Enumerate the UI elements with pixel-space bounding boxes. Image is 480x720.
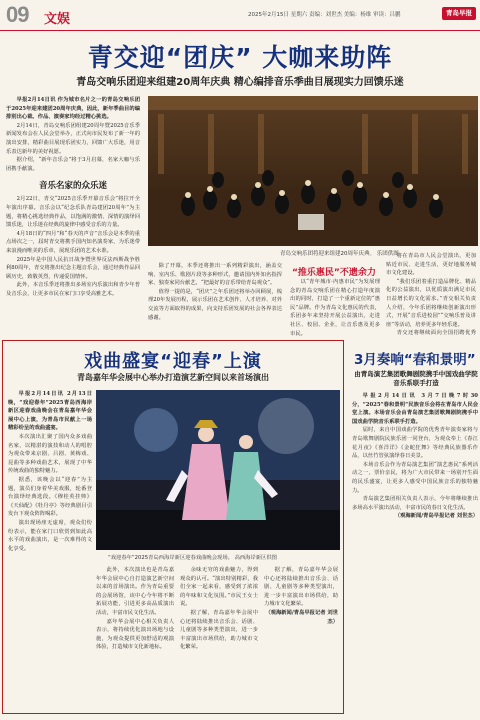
photo-caption: “戏迎春年”2025青岛西海岸新区迎春戏曲晚会现场。 高西海岸新区供图	[108, 555, 277, 561]
feature-column-1	[8, 390, 92, 708]
paragraph: 此外，本音乐季还将推出多场室内乐演出和青少年普及音乐会，让更多市民在家门口享受高雅艺术。	[6, 282, 140, 297]
paragraph: 据介绍，“新年音乐会”将于3月启幕，名家大咖与乐团携手献演。	[6, 157, 140, 172]
orchestra-photo	[148, 96, 478, 246]
side-story-headline: 3月奏响“春和景明”	[354, 352, 476, 368]
paragraph: 除了开幕，本季还将推出一系列精彩演出，涵盖交响、室内乐、歌剧片段等多种形式，邀请国内外知名指挥家、独奏家同台献艺，“把最好的音乐带给青岛观众”。	[148, 263, 282, 287]
paragraph: 2月14日，青岛交响乐团组建20周年暨2025音乐季新闻发布会在人民会堂举办，正式向市民发布了新一年的演出安排，精彩曲目展现乐团实力，回馈广大乐迷，用音乐表达新年的美好祝愿。	[6, 122, 140, 155]
top-story-column-1	[6, 96, 140, 336]
paragraph: 此外，本次演出也是青岛嘉年华会展中心自打造演艺新空间以来的首场演出。作为青岛重要的会展场馆，该中心今年将不断拓展功能，引进更多高品质演出活动，丰富市民文化生活。	[96, 567, 174, 616]
opera-performance-photo	[96, 390, 340, 550]
feature-subhead: 青岛嘉年华会展中心举办打造演艺新空间以来首场演出	[77, 373, 269, 382]
paragraph: 据悉，该晚会以“迎春”为主题，演员们身着华美戏服，轮番登台演绎经典选段。《穆桂英挂帅》《天仙配》《牡丹亭》等经典剧目引发台下观众阵阵喝彩。	[8, 476, 92, 518]
paragraph: 青岛演艺集团相关负责人表示，今年将继续推出多场高水平演出活动，丰富市民的春日文化生活。	[352, 496, 478, 511]
paragraph: 本次演出汇聚了国内众多戏曲名家，以精湛的演技和动人的唱腔为观众带来京剧、吕剧、黄梅戏、昆曲等多种戏曲艺术，展现了中华传统戏曲的独特魅力。	[8, 433, 92, 475]
page-number: 09	[6, 2, 29, 27]
paragraph: 以“青年城市·内惠市民”为发展理念的青岛交响乐团在精心打造年度演出的同时，打造了一个重新定位的“惠民”品牌。作为青岛文化惠民的代表，乐团多年来坚持开展公益演出，走进社区、校园、企业，让音乐惠及更多市民。	[290, 279, 380, 336]
feature-column-3	[180, 566, 258, 708]
side-story-column	[352, 392, 478, 712]
newspaper-logo: 青岛早报	[442, 7, 476, 20]
feature-column-2	[96, 566, 174, 708]
side-story-subhead: 由青岛演艺集团歌舞剧院携手中国戏曲学院音乐系联手打造	[354, 370, 478, 387]
paragraph: 4月18日的“四月”和“春天的声音”音乐会是本季的重点场次之一，届时青交将携手国内知名演奏家，为乐迷带来浪漫而唯美的乐章，展现乐团的艺术水准。	[6, 230, 140, 254]
top-story-lead: 早报2月14日讯 作为城市名片之一的青岛交响乐团于2025年迎来建团20周年庆典，因此，新年季曲目的编排别出心裁、作品、演奏家均经过精心挑选。	[6, 97, 140, 121]
top-story-subhead: 青岛交响乐团迎来组建20周年庆典 精心编排音乐季曲目展现实力回馈乐迷	[76, 77, 404, 88]
paragraph: “我们乐团着重打造品牌化、精品化的公益演出，以优质演出满足市民日益增长的文化需求。”青交相关负责人介绍，今年乐团将继续创新演出形式，开展“音乐进校园”“交响乐普及讲座”等活动，培养更多年轻乐迷。	[386, 278, 476, 328]
photo-caption: 青岛交响乐团将迎来组建20周年庆典。 乐团供图	[280, 251, 399, 257]
paragraph: 余味无穷的戏曲魅力，得到观众的认可。“演出特别精彩，我们全家一起来看，感受到了浓浓的年味和文化氛围。”市民王女士说。	[180, 567, 258, 608]
section-heading: 音乐名家的众乐迷	[38, 181, 107, 192]
top-story-column-2	[148, 262, 282, 336]
top-story-column-3	[290, 278, 380, 336]
section-label: 文娱	[44, 12, 71, 27]
byline: （观海新闻/青岛早报记者 刘世杰）	[265, 609, 338, 625]
top-story-headline: 青交迎“团庆” 大咖来助阵	[87, 43, 393, 72]
page-header	[0, 0, 480, 31]
paragraph: 据了解，青岛嘉年华会展中心还将陆续推出音乐会、话剧、儿童剧等多种类型演出，进一步丰富演出市场供给，助力城市文化繁荣。	[264, 567, 338, 608]
paragraph: 据了解，青岛嘉年华会展中心还将陆续推出音乐会、话剧、儿童剧等多种类型演出，进一步丰富演出市场供给，助力城市文化繁荣。	[180, 609, 258, 651]
section-heading: “推乐惠民”不遗余力	[292, 268, 376, 278]
byline: （观海新闻/青岛早报记者 刘世杰）	[394, 513, 478, 520]
paragraph: 青交还将继续面向全国招聘优秀	[396, 330, 476, 336]
paragraph: 2025年是中国人民抗日战争暨世界反法西斯战争胜利80周年，青交将推出纪念主题音乐会，通过经典作品回顾历史，致敬英烈，传递爱国情怀。	[6, 256, 140, 280]
date-line: 2025年2月15日 星期六 责编：刘世杰 美编：杨维 审读：吕鹏	[248, 12, 401, 18]
paragraph: 将在青岛市人民会堂演出，更加贴近市民、走进生活，更好地服务城市文化建设。	[386, 253, 476, 277]
paragraph: 早报2月14日讯 2月13日晚，“戏迎春年”2025青岛西海岸新区迎春戏曲晚会在青岛嘉年华会展中心上演，为青岛市民献上一场精彩纷呈的戏曲盛宴。	[8, 391, 92, 432]
feature-column-4	[264, 566, 338, 708]
paragraph: 本场音乐会作为青岛演艺集团“演艺惠民”系列活动之一，票价亲民，将为广大市民带来一场别开生面的民乐盛宴，让更多人感受中国民族音乐的独特魅力。	[352, 461, 478, 494]
orchestra-illustration	[148, 96, 478, 246]
paragraph: 演出现场座无虚席，观众们纷纷表示，能在家门口欣赏到如此高水平的戏曲演出，是一次难得的文化享受。	[8, 519, 92, 552]
opera-illustration	[96, 390, 340, 550]
paragraph: 早报2月14日讯 3月7日晚7时30分，“2025”春和景明“民族音乐会将在青岛市人民会堂上演。本场音乐会由青岛演艺集团歌舞剧院携手中国戏曲学院音乐系联手打造。	[352, 393, 478, 425]
feature-headline: 戏曲盛宴“迎春”上演	[84, 351, 262, 372]
paragraph: 2月22日，青交“2025音乐季开幕音乐会”将拉开全年演出序幕。音乐会以“纪念乐队青岛建团20周年”为主题，将精心挑选经典作品，以饱满的激情、深情的演绎回馈乐迷，让乐迷在经典的旋律中感受音乐的力量。	[6, 196, 140, 229]
paragraph: 届时，来自中国戏曲学院的优秀青年演奏家将与青岛歌舞剧院民族乐团一同登台，为观众奉上《春江花月夜》《喜洋洋》《金蛇狂舞》等经典民族器乐作品，以丝竹管弦演绎春日美景。	[352, 427, 478, 460]
paragraph: 嘉年华会展中心相关负责人表示，将持续优化演出场地与设施，为观众提供更加舒适的观演体验，打造城市文化新地标。	[96, 618, 174, 651]
paragraph: 值得一提的是，“团庆”之年乐团还将举办回顾展，梳理20年发展历程，展示乐团在艺术创作、人才培养、对外交流等方面取得的成果，向支持乐团发展的社会各界表达感谢。	[148, 288, 282, 321]
top-story-column-4	[386, 252, 476, 336]
